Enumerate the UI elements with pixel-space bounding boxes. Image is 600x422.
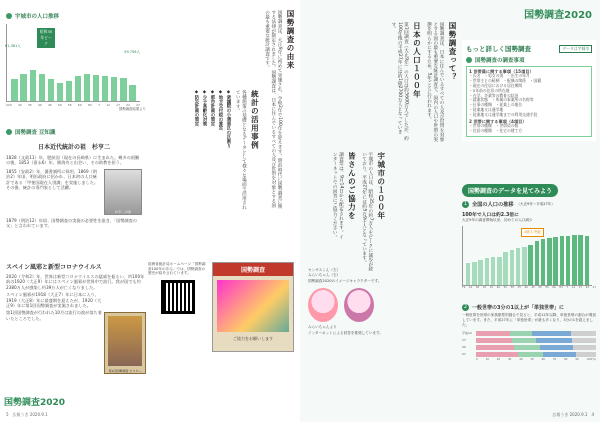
peak-label: 昭和35年ピーク — [37, 28, 55, 48]
number-2-icon: 2 — [463, 304, 468, 310]
last-value-label: 59,756人 — [124, 50, 140, 54]
national-bar — [553, 237, 557, 286]
usage-list-item: ◆地方交付税の算定 — [217, 90, 223, 131]
national-tick-label: T9 — [462, 286, 466, 290]
chart1 — [462, 226, 592, 286]
character-block — [308, 268, 408, 336]
national-tick-label: 25 — [503, 286, 507, 290]
bullet-icon — [6, 13, 12, 19]
household-segment — [572, 338, 596, 343]
qr-block — [148, 262, 208, 318]
illustration-note: 国勢調査2020のイメージキャラクターです。 — [308, 278, 382, 283]
national-tick-label: 40 — [524, 286, 528, 290]
survey-item: ・従業地又は通学地 — [469, 106, 504, 112]
pop-tick-label: 22 — [126, 103, 130, 107]
vertical-title-usage: 統計の活用事例 — [250, 90, 260, 150]
pop-tick-label: H2 — [87, 103, 92, 107]
national-tick-label: 12 — [571, 286, 576, 290]
profile-body-2: 1855（安政2）年、蕃書調所に採用、1869（明治2）年頃、明治政府に招かれ、日本初の人口統計である「甲斐国現在人別調」を実施しました。その後、統計の専門家として活躍。 — [6, 168, 99, 191]
pop-tick-label: 30 — [17, 103, 22, 107]
history-block — [6, 262, 146, 373]
usage-list-item: ◆都市計画の策定 — [209, 90, 215, 126]
household-row-label: 平成12 — [462, 331, 472, 336]
chart1-peak-label: 1億人突破 — [521, 228, 544, 237]
national-bar — [578, 235, 582, 285]
pop-chart-block — [6, 12, 146, 112]
history-heading: スペイン風邪と新型コロナウイルス — [6, 264, 102, 271]
national-tick-label: 30 — [510, 286, 514, 290]
page-number: 4 — [591, 412, 594, 417]
chart2-body: 一般世帯を世帯の家族類型別割合で見ると、平成12年以降、単独世帯の割合が増加しています。また、平成27年に「単独世帯」が最も多くなり、3分の1を超えました。 — [462, 313, 596, 327]
more-tag: データは宇城市 — [559, 45, 592, 53]
national-bar — [472, 262, 476, 286]
household-segment — [514, 345, 539, 350]
census-kun-character — [308, 288, 338, 322]
household-tick-label: 30 — [508, 358, 512, 362]
left-page-footer — [6, 412, 48, 418]
household-segment — [573, 345, 596, 350]
national-tick-label: 60 — [552, 286, 556, 290]
national-bar — [541, 239, 545, 285]
vertical-heading-city: 宇城市の１００年 — [376, 152, 386, 220]
chart2-ticks — [476, 358, 596, 361]
pop-bar — [30, 70, 36, 101]
household-row — [462, 330, 596, 336]
pop-bar — [129, 85, 135, 101]
pop-tick-label: 35 — [27, 103, 32, 107]
pop-tick-label: S25 — [6, 103, 12, 107]
national-bar — [466, 263, 470, 285]
pop-tick-label: 60 — [77, 103, 82, 107]
pop-chart — [6, 24, 140, 102]
more-details-panel — [462, 40, 596, 141]
chart1-heading: 国勢調査のデータを見てみよう — [462, 184, 558, 197]
survey-item: ・就業状態 ・所属の事業所の名称等 — [469, 97, 534, 103]
pop-bar — [84, 74, 90, 101]
first-value-label: 61,381人 — [5, 44, 21, 48]
items-heading: 国勢調査の調査事項 — [466, 56, 592, 64]
pop-chart-source: 国勢調査結果より — [118, 107, 146, 111]
items-head-1: 1 世帯員に関する事項（15項目） — [469, 69, 534, 74]
household-tick-label: 60 — [541, 358, 545, 362]
chart1-bars — [465, 226, 590, 285]
survey-item: ・仕事の種類 ・従業上の地位 — [469, 102, 523, 108]
national-bar — [528, 245, 532, 286]
national-tick-label: 15 — [489, 286, 494, 290]
chart2 — [462, 330, 596, 357]
portrait-image: 杉亨二 肖像 — [104, 169, 142, 215]
right-page — [300, 0, 600, 422]
bullet-icon — [466, 57, 472, 63]
survey-item: ・従業地又は通学地までの利用交通手段 — [469, 111, 538, 117]
household-segment — [476, 345, 514, 350]
survey-item: ・氏名 ・男女の別 ・出生の年月 — [469, 73, 530, 79]
qr-code[interactable] — [161, 280, 195, 314]
footer-brand: 国勢調査2020 — [4, 398, 66, 408]
brand-title: 国勢調査2020 — [524, 10, 592, 21]
household-segment — [518, 352, 543, 357]
vertical-heading-japan: 日本の人口１００年 — [412, 22, 422, 99]
national-tick-label: 45 — [531, 286, 535, 290]
national-tick-label: 55 — [545, 286, 549, 290]
vertical-body-origin: 国勢調査は、大正9年に初めて実施され、令和2年で100年を迎えます。明治時代に国勢調査に関する法律が制定されました。国勢調査は、日本に住んでいるすべての人及び世帯を対象とする国の最も重要な統計調査です。 — [264, 10, 282, 209]
national-bar — [560, 236, 564, 286]
number-1-icon: 1 — [463, 201, 468, 207]
profile-block — [6, 128, 142, 229]
national-bar — [585, 236, 589, 286]
pop-tick-label: 12 — [106, 103, 111, 107]
vertical-body-what: 国勢調査は、日本に住んでいるすべての人及び世帯を対象とする国の最も重要な統計調査で、国内の人口や世帯の実態を明らかにするため、5年ごとに行われます。 — [426, 22, 444, 142]
national-bar — [491, 257, 495, 286]
history-body-1: 2020（令和2）年、世界は新型コロナウイルスの猛威を振るい、約100年前の1920（大正9）年にはスペイン風邪が世界中で流行。我が国でも約2380万人が感染し約39万人が亡くなりました。 — [6, 274, 145, 290]
poster-image — [212, 262, 294, 352]
usage-list-item: ◆防災計画の策定 — [193, 90, 199, 126]
items-box — [466, 66, 592, 137]
household-row-label: 22 — [462, 345, 466, 350]
household-row-label: 27 — [462, 352, 466, 357]
national-tick-label: 17 — [578, 286, 583, 290]
pop-bar — [39, 74, 45, 101]
survey-item: ・在学、卒業等の教育の状況 — [469, 92, 519, 98]
usage-list-item: ◆少子高齢化対策 — [201, 90, 207, 126]
national-bar — [516, 248, 520, 285]
right-page-footer — [552, 412, 594, 418]
poster-art — [108, 316, 142, 366]
issue-label: 広報うき 2020.9.1 — [12, 412, 48, 417]
items-list-1 — [469, 74, 589, 117]
household-tick-label: 0 — [476, 358, 478, 362]
right-vertical-columns — [306, 22, 458, 402]
national-tick-label: 27 — [592, 286, 596, 290]
pop-bar — [111, 77, 117, 101]
vertical-title-origin: 国勢調査の由来 — [286, 10, 295, 70]
poster-sub: ご協力をお願いします — [233, 336, 273, 341]
national-bar — [503, 252, 507, 285]
items-list-2 — [469, 124, 589, 134]
national-tick-label: 22 — [585, 286, 590, 290]
national-tick-label: H2 — [559, 286, 563, 290]
pop-tick-label: 55 — [67, 103, 72, 107]
national-tick-label: 10 — [482, 286, 487, 290]
household-segment — [540, 345, 574, 350]
history-body-2: スペイン風邪が1918（大正7）年に日本に入り、1919（大正8）年に最盛期を迎えたが、1920（大正9）年に第1回国勢調査が実施されました。 — [6, 292, 102, 309]
household-segment — [571, 331, 596, 336]
profile-title: 日本近代統計の祖 杉亨二 — [37, 144, 110, 151]
chart1-ticks — [462, 286, 596, 289]
mirai-chan-character — [344, 288, 374, 322]
household-row — [462, 344, 596, 350]
household-segment — [510, 331, 533, 336]
qr-caption: 総務省統計局ホームページ「国勢調査100年の歩み」では、国勢調査の歴史が紹介されています。 — [148, 262, 206, 276]
household-row — [462, 351, 596, 357]
national-bar — [535, 241, 539, 285]
national-bar — [547, 238, 551, 286]
national-bar — [522, 247, 526, 286]
chart1-sub-caption: 大正9年の調査開始以来、初めての人口減少 — [462, 218, 533, 222]
pop-chart-heading: 宇城市の人口推移 — [6, 12, 146, 20]
pop-tick-label: 7 — [98, 103, 101, 107]
usage-list — [193, 90, 231, 240]
national-bar — [497, 257, 501, 285]
household-tick-label: 50 — [530, 358, 534, 362]
household-row — [462, 337, 596, 343]
pop-bar — [48, 79, 54, 101]
national-bar — [510, 250, 514, 285]
more-title: もっと詳しく国勢調査 — [466, 45, 531, 53]
pop-bar — [66, 81, 72, 101]
household-track — [476, 345, 596, 350]
household-track — [476, 331, 596, 336]
household-track — [476, 352, 596, 357]
household-segment — [536, 338, 572, 343]
illustration-caption: センサスくん（左） みらいちゃん（右） — [308, 268, 341, 278]
items-head-2: 2 世帯に関する事項（4項目） — [469, 118, 527, 124]
chart1-note: （大正9年〜平成27年） — [516, 202, 555, 206]
national-bar — [566, 236, 570, 286]
household-track — [476, 338, 596, 343]
national-bar — [485, 258, 489, 285]
pop-bar — [93, 75, 99, 101]
vertical-body-usage: 各種施策の基礎となるデータとして様々な場面で活用されています。 — [235, 90, 247, 210]
pop-tick-label: 17 — [116, 103, 120, 107]
profile-body-1: 1828（文政11）年、肥前国（現在の長崎県）に生まれた。幾多の困難の後、1853（嘉永6）年、勝海舟と出会い、その助教を担う。 — [6, 155, 140, 166]
household-segment — [476, 331, 510, 336]
household-segment — [543, 352, 575, 357]
chart2-heading: 一般世帯の3分の1以上が「単独世帯」に — [472, 305, 564, 311]
national-tick-label: 35 — [517, 286, 521, 290]
vertical-heading-what: 国勢調査って？ — [448, 22, 457, 82]
household-tick-label: 20 — [496, 358, 501, 362]
household-block — [462, 304, 596, 361]
vertical-columns — [150, 10, 296, 240]
survey-item: ・5年前の住居の所在地 — [469, 87, 510, 93]
bullet-icon — [6, 129, 12, 135]
household-segment — [476, 352, 518, 357]
national-tick-label: S5 — [475, 286, 480, 290]
national-tick-label: 7 — [566, 286, 569, 290]
usage-list-item: ◆衆議院の小選挙区の区割り — [225, 90, 231, 148]
vertical-body-coop: 調査票は、9月14日から配布されます。インターネットでの回答にご協力ください。 — [332, 152, 344, 240]
pop-tick-label: 45 — [47, 103, 52, 107]
pop-bar — [57, 83, 63, 101]
pop-chart-bars — [10, 50, 137, 101]
household-segment — [576, 352, 596, 357]
bubble-text: みらいちゃんより インターネットによる回答を推奨しています。 — [308, 325, 383, 335]
national-pop-block — [462, 178, 596, 289]
household-segment — [532, 331, 570, 336]
survey-item: ・世帯主との続柄 ・配偶の関係 ・国籍 — [469, 78, 542, 84]
pop-bar — [75, 76, 81, 101]
survey-item: ・住居の種類 ・住宅の建て方 — [469, 127, 523, 133]
household-tick-label: 40 — [519, 358, 523, 362]
poster-art — [217, 280, 289, 332]
pop-tick-label: 50 — [57, 103, 62, 107]
national-tick-label: 50 — [538, 286, 542, 290]
household-tick-label: 80 — [564, 358, 568, 362]
chart1-subtitle: 全国の人口の推移 — [472, 202, 514, 208]
national-tick-label: 20 — [496, 286, 500, 290]
chart1-caption: 100年で人口は約2.3倍に — [462, 213, 519, 218]
national-bar — [478, 260, 482, 285]
household-segment — [476, 338, 512, 343]
survey-item: ・世帯の種類 ・世帯員の数 — [469, 122, 519, 128]
household-row-label: 17 — [462, 338, 466, 343]
profile-heading: 国勢調査 豆知識 — [6, 128, 142, 136]
household-tick-label: 70 — [552, 358, 557, 362]
poster-1920-image: 第1回国勢調査 ポスター — [104, 312, 146, 374]
vertical-heading-coop: 皆さんのご協力を — [347, 152, 357, 220]
household-tick-label: 90 — [575, 358, 579, 362]
vertical-body-japan: 第1回調査（大正9年）の人口は約5600万人でしたが、約100年後の平成27年には約1億2700万人となっています。 — [390, 22, 409, 141]
vertical-body-city: 宇城市の人口は、昭和35年の約7万人をピークに減少が続いており、平成27年には約5万9千人となっています。 — [361, 152, 373, 272]
pop-bar — [120, 78, 126, 101]
profile-body-3: 1879（明治12）年頃、国勢調査の実施の必要性を説き、「国勢調査の父」と言われています。 — [6, 217, 137, 229]
pop-bar — [11, 79, 17, 101]
pop-bar — [20, 74, 26, 101]
pop-tick-label: 40 — [37, 103, 42, 107]
history-body-3: 第1回国勢調査が行われた10月は流行の波が落ち着いたところでした。 — [6, 310, 102, 321]
survey-item: ・現在の住居における居住期間 — [469, 83, 523, 88]
national-bar — [572, 235, 576, 285]
household-segment — [512, 338, 536, 343]
issue-label: 広報うき 2020.9.1 — [552, 412, 588, 417]
pop-bar — [102, 76, 108, 102]
poster-title: 国勢調査 — [213, 263, 293, 276]
page-number: 5 — [6, 412, 9, 417]
national-tick-label: 14 — [468, 286, 473, 290]
household-tick-label: 100(%) — [586, 358, 596, 362]
pop-tick-label: 27 — [136, 103, 140, 107]
household-tick-label: 10 — [485, 358, 489, 362]
